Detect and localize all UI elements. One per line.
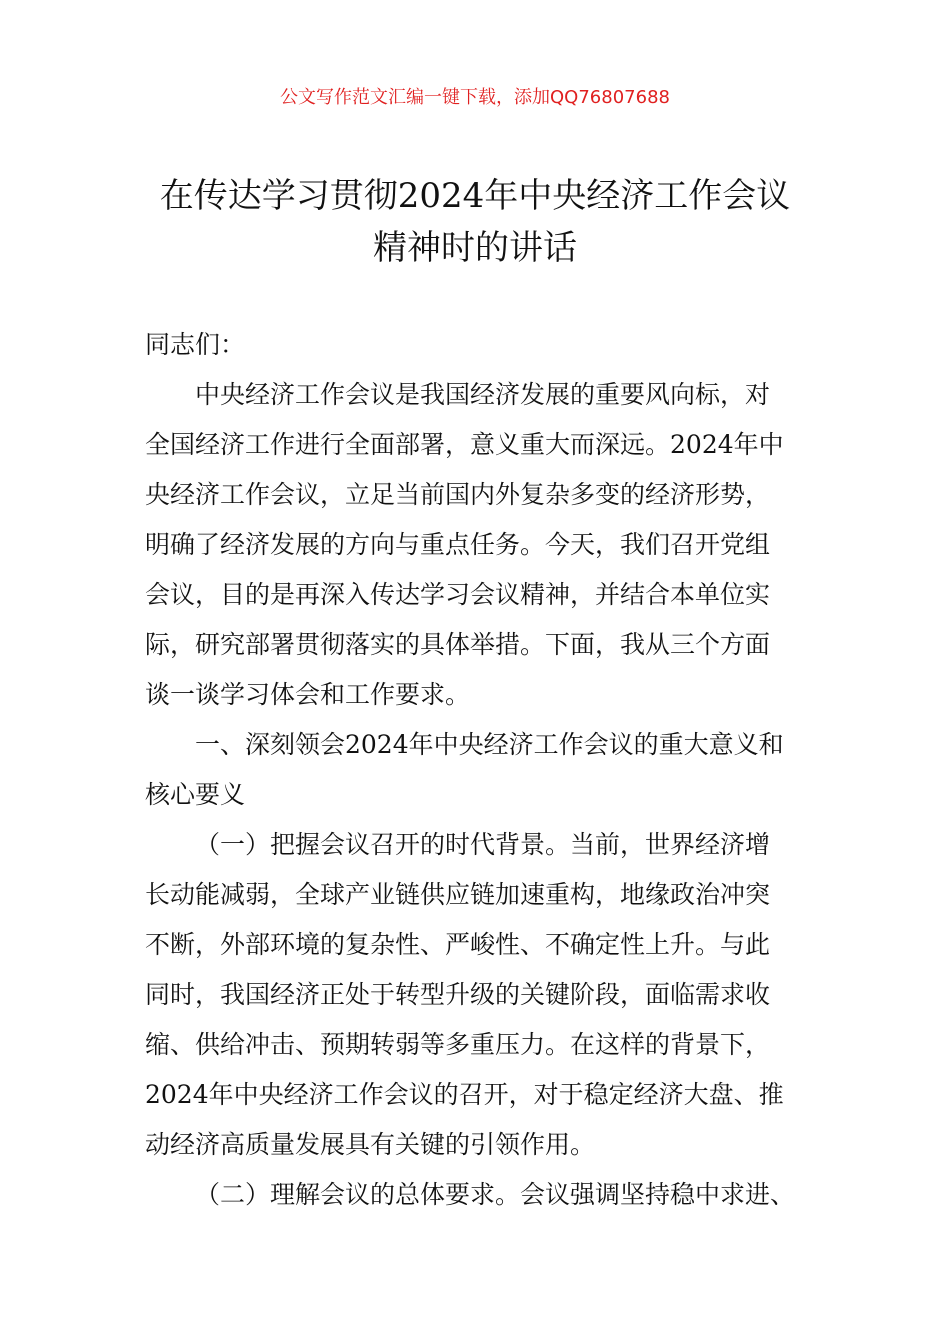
heading-line: 核心要义	[145, 780, 246, 809]
paragraph-background	[145, 820, 810, 1170]
paragraph-line: 明确了经济发展的方向与重点任务。今天，我们召开党组	[145, 530, 771, 559]
paragraph-intro	[145, 370, 810, 720]
paragraph-line: 际，研究部署贯彻落实的具体举措。下面，我从三个方面	[145, 630, 771, 659]
paragraph-line: （一）把握会议召开的时代背景。当前，世界经济增	[195, 830, 771, 859]
paragraph-line: （二）理解会议的总体要求。会议强调坚持稳中求进、	[195, 1180, 796, 1209]
salutation	[145, 320, 810, 370]
title-line-2: 精神时的讲话	[373, 228, 577, 268]
paragraph-line: 会议，目的是再深入传达学习会议精神，并结合本单位实	[145, 580, 771, 609]
paragraph-line: 动经济高质量发展具有关键的引领作用。	[145, 1130, 596, 1159]
salutation-text: 同志们：	[145, 330, 246, 359]
section-heading-1	[145, 720, 810, 820]
paragraph-line: 长动能减弱，全球产业链供应链加速重构，地缘政治冲突	[145, 880, 771, 909]
paragraph-line: 全国经济工作进行全面部署，意义重大而深远。2024年中	[145, 430, 784, 459]
paragraph-line: 中央经济工作会议是我国经济发展的重要风向标，对	[195, 380, 771, 409]
paragraph-line: 不断，外部环境的复杂性、严峻性、不确定性上升。与此	[145, 930, 771, 959]
paragraph-line: 缩、供给冲击、预期转弱等多重压力。在这样的背景下，	[145, 1030, 771, 1059]
heading-line: 一、深刻领会2024年中央经济工作会议的重大意义和	[195, 730, 784, 759]
title-line-1: 在传达学习贯彻2024年中央经济工作会议	[159, 176, 791, 216]
paragraph-line: 同时，我国经济正处于转型升级的关键阶段，面临需求收	[145, 980, 771, 1009]
paragraph-line: 2024年中央经济工作会议的召开，对于稳定经济大盘、推	[145, 1080, 784, 1109]
download-notice: 公文写作范文汇编一键下载，添加QQ76807688	[280, 87, 670, 108]
paragraph-line: 央经济工作会议，立足当前国内外复杂多变的经济形势，	[145, 480, 771, 509]
document-body	[145, 320, 810, 1220]
page-title	[120, 170, 830, 274]
paragraph-line: 谈一谈学习体会和工作要求。	[145, 680, 471, 709]
paragraph-requirements	[145, 1170, 810, 1220]
